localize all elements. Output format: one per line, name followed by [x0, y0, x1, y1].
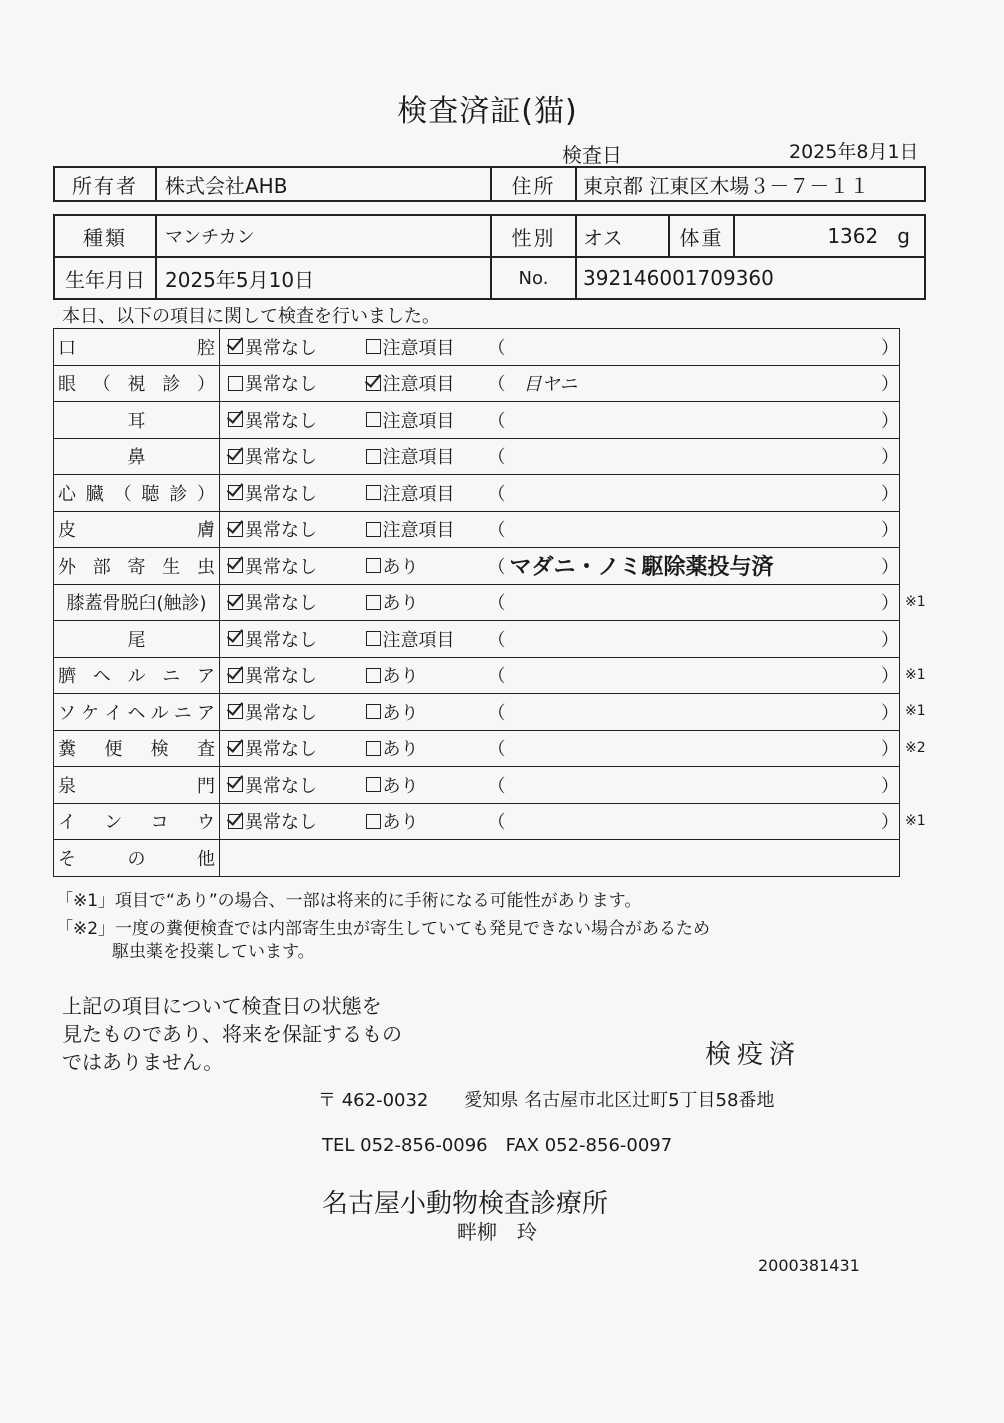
paren-close: ）: [881, 775, 899, 797]
item-name-char: の: [127, 848, 146, 870]
item-name-char: ケ: [81, 702, 100, 724]
memo-cell: [488, 365, 900, 402]
alt-cell: [358, 657, 488, 694]
no-label: No.: [491, 257, 576, 299]
ok-label: 異常なし: [245, 812, 317, 834]
item-name-char: 門: [197, 775, 215, 797]
alt-checkbox[interactable]: [366, 412, 381, 427]
alt-checkbox[interactable]: [366, 449, 381, 464]
memo-cell: [488, 475, 900, 512]
note-mark: ※1: [905, 812, 926, 829]
note-2: 「※2」一度の糞便検査では内部寄生虫が寄生していても発見できない場合があるため: [56, 919, 711, 939]
alt-label: 注意項目: [382, 520, 455, 542]
ok-label: 異常なし: [245, 775, 317, 797]
item-name-char: 査: [196, 739, 215, 761]
alt-label: 注意項目: [382, 374, 455, 396]
ok-label: 異常なし: [245, 702, 317, 724]
ok-label: 異常なし: [245, 374, 317, 396]
item-name-char: 外: [58, 556, 76, 578]
weight-cell: [734, 215, 925, 257]
check-row-other: [54, 840, 900, 877]
alt-cell: [358, 621, 488, 658]
item-name-char: ン: [104, 812, 123, 834]
ok-label: 異常なし: [245, 447, 317, 469]
paren-open: （: [487, 666, 506, 688]
owner-label: 所有者: [54, 167, 156, 201]
item-name-char: 生: [162, 556, 181, 578]
alt-checkbox[interactable]: [366, 485, 381, 500]
paren-close: ）: [881, 666, 899, 688]
sex-value: オス: [576, 215, 669, 257]
item-name-char: （: [113, 483, 132, 505]
item-name-char: 診: [169, 483, 188, 505]
paren-open: （: [487, 556, 506, 578]
alt-checkbox[interactable]: [366, 376, 381, 391]
item-name-char: ソ: [58, 702, 76, 724]
ok-cell: [220, 329, 358, 366]
paren-open: （: [487, 447, 506, 469]
alt-checkbox[interactable]: [366, 814, 381, 829]
item-name-char: 糞: [58, 739, 76, 761]
item-name-char: ニ: [173, 702, 192, 724]
ok-checkbox[interactable]: [228, 449, 243, 464]
pet-table: [53, 214, 926, 300]
ok-checkbox[interactable]: [228, 376, 243, 391]
alt-cell: [358, 365, 488, 402]
item-name-char: ニ: [162, 666, 181, 688]
no-value: 392146001709360: [576, 257, 925, 299]
alt-cell: [358, 475, 488, 512]
item-name: [54, 365, 220, 402]
item-name-char: 虫: [197, 556, 215, 578]
alt-cell: [358, 584, 488, 621]
alt-label: あり: [382, 593, 419, 615]
serial-number: 2000381431: [758, 1256, 860, 1275]
memo-cell: [488, 803, 900, 840]
check-row: [54, 584, 900, 621]
memo-cell: [488, 511, 900, 548]
ok-cell: [220, 694, 358, 731]
item-name-char: 尾: [127, 629, 146, 651]
weight-unit: g: [897, 224, 910, 248]
check-row: [54, 329, 900, 366]
item-name: [54, 438, 220, 475]
memo-cell: [488, 657, 900, 694]
ok-cell: [220, 767, 358, 804]
item-name-char: 眼: [58, 374, 76, 396]
memo-text: マダニ・ノミ駆除薬投与済: [509, 555, 774, 581]
item-name-char: コ: [150, 812, 169, 834]
item-name: [54, 511, 220, 548]
note-3: 駆虫薬を投薬しています。: [112, 942, 315, 962]
paren-open: （: [487, 739, 506, 761]
item-name-char: イ: [104, 702, 123, 724]
memo-text: 目ヤニ: [523, 374, 578, 396]
note-mark: ※1: [905, 703, 926, 719]
item-name: [54, 475, 220, 512]
ok-label: 異常なし: [245, 593, 317, 615]
check-row: [54, 657, 900, 694]
item-name: [54, 548, 220, 585]
ok-checkbox[interactable]: [228, 814, 243, 829]
ok-checkbox[interactable]: [228, 595, 243, 610]
item-name-char: 検: [150, 739, 169, 761]
paren-open: （: [487, 483, 506, 505]
item-name-char: ア: [196, 702, 215, 724]
alt-label: 注意項目: [382, 337, 455, 359]
item-name-char: 耳: [127, 410, 146, 432]
alt-label: あり: [382, 556, 419, 578]
disclaimer-line-2: 見たものであり、将来を保証するもの: [62, 1022, 402, 1046]
item-name-char: ル: [127, 666, 146, 688]
ok-checkbox[interactable]: [228, 777, 243, 792]
item-name-char: 腔: [197, 337, 215, 359]
alt-checkbox[interactable]: [366, 631, 381, 646]
item-name-char: ）: [196, 483, 215, 505]
owner-address: 東京都 江東区木場３－７－１１: [576, 167, 925, 201]
alt-label: あり: [382, 739, 419, 761]
alt-checkbox[interactable]: [366, 339, 381, 354]
alt-cell: [358, 511, 488, 548]
weight-label: 体重: [669, 215, 734, 257]
alt-checkbox[interactable]: [366, 741, 381, 756]
item-name: [54, 803, 220, 840]
item-name-char: 膝蓋骨脱臼(触診): [66, 593, 207, 615]
check-body: [54, 329, 900, 877]
paren-close: ）: [881, 483, 899, 505]
memo-cell: [488, 329, 900, 366]
alt-label: 注意項目: [382, 410, 455, 432]
weight-value: 1362: [827, 224, 879, 248]
note-mark: ※1: [905, 593, 926, 610]
clinic-address: 〒 462-0032 愛知県 名古屋市北区辻町5丁目58番地: [318, 1090, 775, 1111]
paren-close: ）: [881, 520, 899, 542]
item-name: [54, 694, 220, 731]
paren-open: （: [487, 374, 506, 396]
item-name: [54, 767, 220, 804]
paren-close: ）: [881, 702, 899, 724]
clinic-name: 名古屋小動物検査診療所: [322, 1189, 609, 1219]
exam-date-label: 検査日: [562, 143, 622, 167]
alt-cell: [358, 803, 488, 840]
item-name-char: 皮: [58, 520, 76, 542]
item-name: [54, 584, 220, 621]
memo-cell: [488, 730, 900, 767]
check-row: [54, 548, 900, 585]
owner-table: [53, 166, 926, 202]
ok-cell: [220, 511, 358, 548]
birth-label: 生年月日: [54, 257, 156, 299]
alt-label: 注意項目: [382, 483, 455, 505]
item-name: [54, 840, 220, 877]
check-row: [54, 803, 900, 840]
item-name-char: 泉: [58, 775, 76, 797]
check-row: [54, 438, 900, 475]
ok-label: 異常なし: [245, 556, 317, 578]
ok-checkbox[interactable]: [228, 522, 243, 537]
item-name-char: 便: [104, 739, 123, 761]
ok-label: 異常なし: [245, 520, 317, 542]
item-name-char: （: [92, 374, 111, 396]
item-name-char: ヘ: [127, 702, 146, 724]
other-value-cell: [220, 840, 900, 877]
ok-label: 異常なし: [245, 739, 317, 761]
ok-label: 異常なし: [245, 666, 317, 688]
clinic-tel-fax: TEL 052-856-0096 FAX 052-856-0097: [322, 1135, 673, 1156]
item-name: [54, 730, 220, 767]
check-row: [54, 365, 900, 402]
check-row: [54, 511, 900, 548]
ok-cell: [220, 365, 358, 402]
check-row: [54, 730, 900, 767]
item-name: [54, 621, 220, 658]
paren-close: ）: [881, 337, 899, 359]
memo-cell: [488, 402, 900, 439]
ok-cell: [220, 475, 358, 512]
item-name-char: 膚: [197, 520, 215, 542]
item-name-char: 寄: [127, 556, 146, 578]
ok-checkbox[interactable]: [228, 668, 243, 683]
item-name-char: 臓: [85, 483, 104, 505]
ok-checkbox[interactable]: [228, 412, 243, 427]
disclaimer-line-1: 上記の項目について検査日の状態を: [62, 994, 382, 1018]
item-name-char: ア: [197, 666, 215, 688]
alt-checkbox[interactable]: [366, 558, 381, 573]
item-name-char: そ: [58, 848, 76, 870]
paren-open: （: [487, 337, 506, 359]
alt-cell: [358, 730, 488, 767]
note-mark: ※2: [905, 739, 926, 756]
memo-cell: [488, 621, 900, 658]
paren-close: ）: [881, 556, 899, 578]
check-table: [53, 328, 900, 877]
ok-checkbox[interactable]: [228, 558, 243, 573]
ok-checkbox[interactable]: [228, 485, 243, 500]
memo-cell: [488, 584, 900, 621]
memo-cell: [488, 767, 900, 804]
intro-text: 本日、以下の項目に関して検査を行いました。: [62, 306, 440, 327]
memo-cell: [488, 438, 900, 475]
item-name: [54, 329, 220, 366]
page-title: 検査済証(猫): [397, 94, 578, 129]
ok-cell: [220, 438, 358, 475]
paren-open: （: [487, 702, 506, 724]
disclaimer-line-3: ではありません。: [62, 1050, 224, 1074]
sex-label: 性別: [491, 215, 576, 257]
birth-value: 2025年5月10日: [156, 257, 491, 299]
item-name-char: 臍: [58, 666, 76, 688]
paren-open: （: [487, 629, 506, 651]
item-name: [54, 657, 220, 694]
inspection-stamp: 検疫済: [705, 1040, 802, 1070]
alt-checkbox[interactable]: [366, 522, 381, 537]
check-row: [54, 767, 900, 804]
paren-open: （: [487, 410, 506, 432]
item-name-char: 鼻: [127, 447, 146, 469]
paren-open: （: [487, 775, 506, 797]
paren-close: ）: [881, 447, 899, 469]
ok-checkbox[interactable]: [228, 741, 243, 756]
paren-open: （: [487, 520, 506, 542]
ok-checkbox[interactable]: [228, 704, 243, 719]
ok-cell: [220, 621, 358, 658]
item-name-char: ヘ: [92, 666, 111, 688]
ok-cell: [220, 803, 358, 840]
alt-label: あり: [382, 666, 419, 688]
item-name-char: 診: [162, 374, 181, 396]
item-name-char: 視: [127, 374, 146, 396]
type-value: マンチカン: [156, 215, 491, 257]
note-mark: ※1: [905, 666, 926, 683]
ok-label: 異常なし: [245, 410, 317, 432]
alt-checkbox[interactable]: [366, 704, 381, 719]
paren-open: （: [487, 812, 506, 834]
paren-close: ）: [881, 812, 899, 834]
ok-cell: [220, 402, 358, 439]
ok-cell: [220, 657, 358, 694]
alt-cell: [358, 767, 488, 804]
ok-cell: [220, 584, 358, 621]
item-name-char: イ: [58, 812, 76, 834]
type-label: 種類: [54, 215, 156, 257]
check-row: [54, 621, 900, 658]
paren-close: ）: [881, 629, 899, 651]
alt-label: あり: [382, 702, 419, 724]
alt-cell: [358, 694, 488, 731]
alt-cell: [358, 402, 488, 439]
alt-cell: [358, 438, 488, 475]
alt-checkbox[interactable]: [366, 595, 381, 610]
item-name-char: 聴: [141, 483, 160, 505]
alt-cell: [358, 329, 488, 366]
ok-cell: [220, 730, 358, 767]
ok-label: 異常なし: [245, 483, 317, 505]
item-name-char: ウ: [196, 812, 215, 834]
ok-label: 異常なし: [245, 629, 317, 651]
item-name-char: 口: [58, 337, 76, 359]
exam-date: 2025年8月1日: [789, 141, 919, 163]
note-1: 「※1」項目で“あり”の場合、一部は将来的に手術になる可能性があります。: [56, 891, 642, 911]
paren-close: ）: [881, 739, 899, 761]
ok-checkbox[interactable]: [228, 339, 243, 354]
vet-name: 畔柳 玲: [457, 1220, 537, 1244]
check-row: [54, 694, 900, 731]
memo-cell: [488, 694, 900, 731]
item-name-char: ）: [197, 374, 215, 396]
paren-close: ）: [881, 593, 899, 615]
alt-label: 注意項目: [382, 629, 455, 651]
address-label: 住所: [491, 167, 576, 201]
ok-label: 異常なし: [245, 337, 317, 359]
alt-cell: [358, 548, 488, 585]
alt-checkbox[interactable]: [366, 668, 381, 683]
item-name-char: 他: [197, 848, 215, 870]
owner-value: 株式会社AHB: [156, 167, 491, 201]
item-name-char: 部: [92, 556, 111, 578]
alt-label: 注意項目: [382, 447, 455, 469]
paren-close: ）: [881, 374, 899, 396]
alt-checkbox[interactable]: [366, 777, 381, 792]
item-name-char: ル: [150, 702, 169, 724]
paren-open: （: [487, 593, 506, 615]
item-name: [54, 402, 220, 439]
paren-close: ）: [881, 410, 899, 432]
item-name-char: 心: [58, 483, 76, 505]
ok-checkbox[interactable]: [228, 631, 243, 646]
check-row: [54, 475, 900, 512]
alt-label: あり: [382, 812, 419, 834]
check-row: [54, 402, 900, 439]
alt-label: あり: [382, 775, 419, 797]
ok-cell: [220, 548, 358, 585]
memo-cell: [488, 548, 900, 585]
